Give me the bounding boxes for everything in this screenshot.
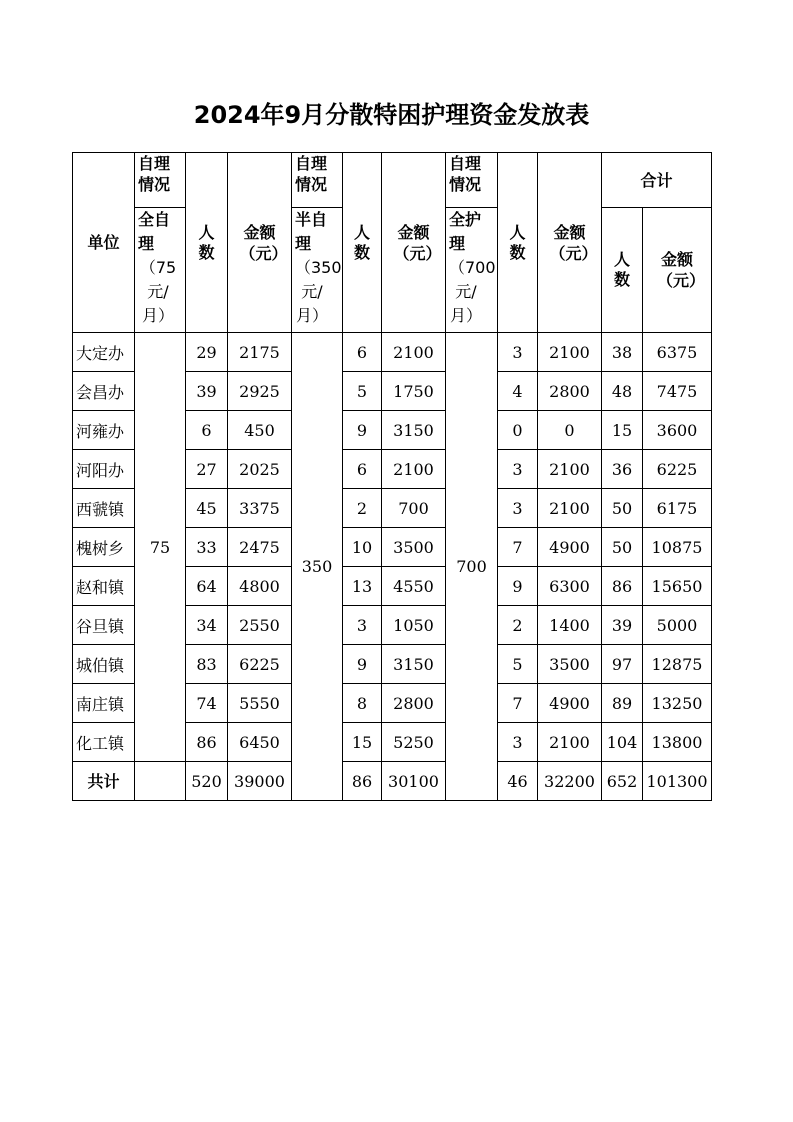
cell-total-amount: 6175: [643, 489, 712, 528]
cell-amount: 1400: [538, 606, 602, 645]
cell-people: 2: [343, 489, 382, 528]
cell-total-amount: 10875: [643, 528, 712, 567]
cell-total-people: 50: [602, 489, 643, 528]
cell-total-amount: 6375: [643, 333, 712, 372]
cell-amount: 4900: [538, 528, 602, 567]
cell-people: 6: [343, 333, 382, 372]
cell-amount: 2100: [538, 489, 602, 528]
cell-amount: 2925: [228, 372, 292, 411]
total-amount: 30100: [382, 762, 446, 801]
cell-people: 45: [186, 489, 228, 528]
cell-amount: 2025: [228, 450, 292, 489]
cell-unit: 河阳办: [73, 450, 135, 489]
cell-amount: 2475: [228, 528, 292, 567]
header-self-care-3: 自理情况: [446, 153, 498, 208]
subsidy-table: [72, 152, 712, 801]
cell-people: 3: [498, 450, 538, 489]
cell-total-amount: 6225: [643, 450, 712, 489]
header-total-people: 人数: [602, 208, 643, 333]
cell-unit: 赵和镇: [73, 567, 135, 606]
header-people-3: 人数: [498, 153, 538, 333]
cell-people: 2: [498, 606, 538, 645]
cell-people: 3: [343, 606, 382, 645]
cell-unit: 化工镇: [73, 723, 135, 762]
cell-people: 0: [498, 411, 538, 450]
cell-people: 9: [498, 567, 538, 606]
cell-amount: 2100: [538, 333, 602, 372]
cell-amount: 2800: [382, 684, 446, 723]
cell-amount: 4800: [228, 567, 292, 606]
header-category-full-care: 全护理 （700元/月）: [446, 208, 498, 333]
cell-unit: 槐树乡: [73, 528, 135, 567]
cell-people: 8: [343, 684, 382, 723]
cell-people: 9: [343, 411, 382, 450]
cell-unit: 会昌办: [73, 372, 135, 411]
total-amount: 32200: [538, 762, 602, 801]
cell-people: 5: [343, 372, 382, 411]
cell-people: 3: [498, 723, 538, 762]
cell-amount: 5550: [228, 684, 292, 723]
cell-people: 33: [186, 528, 228, 567]
cell-total-amount: 15650: [643, 567, 712, 606]
cell-people: 10: [343, 528, 382, 567]
cell-amount: 3150: [382, 645, 446, 684]
cell-unit: 城伯镇: [73, 645, 135, 684]
cell-people: 83: [186, 645, 228, 684]
total-amount: 39000: [228, 762, 292, 801]
cell-amount: 3500: [382, 528, 446, 567]
cell-amount: 4550: [382, 567, 446, 606]
cell-total-amount: 13250: [643, 684, 712, 723]
cell-amount: 3500: [538, 645, 602, 684]
cell-people: 29: [186, 333, 228, 372]
header-unit: 单位: [73, 153, 135, 333]
cell-total-people: 50: [602, 528, 643, 567]
cell-total-people: 15: [602, 411, 643, 450]
cell-people: 64: [186, 567, 228, 606]
cell-total-people: 97: [602, 645, 643, 684]
cell-standard-full-care: 700: [446, 333, 498, 801]
cell-amount: 1750: [382, 372, 446, 411]
cell-people: 9: [343, 645, 382, 684]
cell-people: 15: [343, 723, 382, 762]
cell-people: 3: [498, 489, 538, 528]
header-category-full-self-care: 全自理 （75元/月）: [135, 208, 186, 333]
total-people: 86: [343, 762, 382, 801]
grand-total-amount: 101300: [643, 762, 712, 801]
header-self-care-1: 自理情况: [135, 153, 186, 208]
cell-amount: 2100: [382, 450, 446, 489]
header-total: 合计: [602, 153, 712, 208]
header-amount-3: 金额（元）: [538, 153, 602, 333]
header-people-2: 人数: [343, 153, 382, 333]
grand-total-people: 652: [602, 762, 643, 801]
cell-people: 6: [343, 450, 382, 489]
cell-unit: 大定办: [73, 333, 135, 372]
cell-amount: 1050: [382, 606, 446, 645]
cell-total-people: 38: [602, 333, 643, 372]
cell-amount: 3150: [382, 411, 446, 450]
cell-people: 74: [186, 684, 228, 723]
cell-people: 6: [186, 411, 228, 450]
cell-amount: 2100: [538, 723, 602, 762]
cell-people: 27: [186, 450, 228, 489]
header-category-semi-self-care: 半自理 （350元/月）: [292, 208, 343, 333]
cell-total-amount: 5000: [643, 606, 712, 645]
table-row: [73, 333, 712, 372]
cell-total-people: 89: [602, 684, 643, 723]
cell-unit: 南庄镇: [73, 684, 135, 723]
cell-people: 13: [343, 567, 382, 606]
cell-total-people: 36: [602, 450, 643, 489]
total-people: 46: [498, 762, 538, 801]
cell-amount: 6300: [538, 567, 602, 606]
cell-people: 3: [498, 333, 538, 372]
cell-amount: 2550: [228, 606, 292, 645]
cell-total-amount: 3600: [643, 411, 712, 450]
total-label: 共计: [73, 762, 135, 801]
cell-people: 86: [186, 723, 228, 762]
cell-total-people: 86: [602, 567, 643, 606]
cell-people: 39: [186, 372, 228, 411]
page-title: 2024年9月分散特困护理资金发放表: [193, 101, 590, 129]
cell-total-amount: 13800: [643, 723, 712, 762]
cell-amount: 5250: [382, 723, 446, 762]
cell-amount: 700: [382, 489, 446, 528]
cell-amount: 4900: [538, 684, 602, 723]
cell-amount: 2100: [382, 333, 446, 372]
cell-amount: 2800: [538, 372, 602, 411]
cell-amount: 3375: [228, 489, 292, 528]
cell-people: 5: [498, 645, 538, 684]
cell-total-amount: 7475: [643, 372, 712, 411]
cell-people: 7: [498, 528, 538, 567]
cell-unit: 西虢镇: [73, 489, 135, 528]
cell-total-people: 39: [602, 606, 643, 645]
header-amount-2: 金额（元）: [382, 153, 446, 333]
header-self-care-2: 自理情况: [292, 153, 343, 208]
cell-total-people: 104: [602, 723, 643, 762]
cell-amount: 6450: [228, 723, 292, 762]
header-people-1: 人数: [186, 153, 228, 333]
cell-amount: 2100: [538, 450, 602, 489]
header-total-amount: 金额（元）: [643, 208, 712, 333]
header-amount-1: 金额（元）: [228, 153, 292, 333]
total-empty-cell: [135, 762, 186, 801]
total-people: 520: [186, 762, 228, 801]
cell-unit: 谷旦镇: [73, 606, 135, 645]
cell-amount: 0: [538, 411, 602, 450]
total-row: [73, 762, 712, 801]
cell-amount: 2175: [228, 333, 292, 372]
cell-amount: 6225: [228, 645, 292, 684]
cell-total-people: 48: [602, 372, 643, 411]
cell-people: 34: [186, 606, 228, 645]
cell-standard-semi-self-care: 350: [292, 333, 343, 801]
cell-amount: 450: [228, 411, 292, 450]
cell-people: 4: [498, 372, 538, 411]
cell-unit: 河雍办: [73, 411, 135, 450]
cell-people: 7: [498, 684, 538, 723]
cell-standard-full-self-care: 75: [135, 333, 186, 762]
cell-total-amount: 12875: [643, 645, 712, 684]
